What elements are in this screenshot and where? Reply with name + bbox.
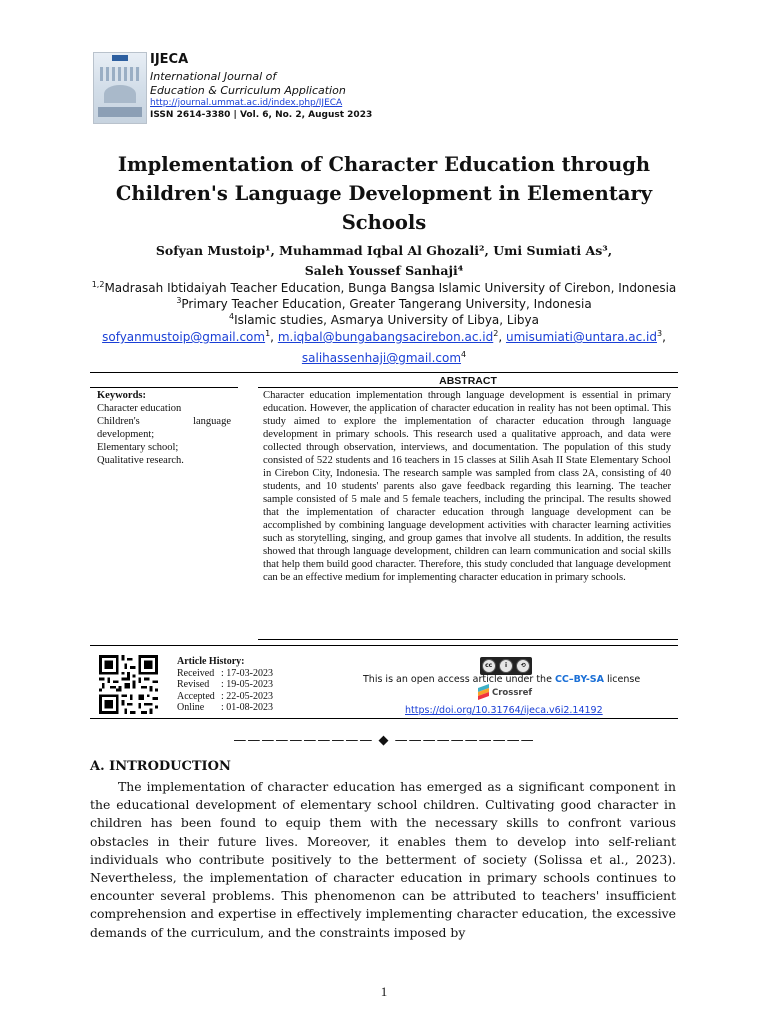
author-emails: sofyanmustoip@gmail.com$^1$, $m.iqbal@bungabangsacirebon.ac.id^2$, $umisumiati@untara.ac.id^3$, salihassenhaji@gmail.com$^4$ bbox=[102, 329, 666, 365]
license-type-link[interactable]: CC–BY-SA bbox=[554, 674, 604, 685]
history-row: Accepted : 22-05-2023 bbox=[177, 690, 273, 702]
abstract-top-rule bbox=[90, 372, 678, 373]
section-divider: —————————— ◆ —————————— bbox=[233, 733, 535, 748]
article-history bbox=[177, 656, 273, 714]
qr-code-icon bbox=[97, 655, 160, 714]
author-line-2: Saleh Youssef Sanhaji⁴ bbox=[304, 263, 464, 278]
abstract-head-rule bbox=[258, 387, 678, 388]
affiliation-1: $^{1,2}$Madrasah Ibtidaiyah Teacher Education, Bunga Bangsa Islamic University of Cirebon, Indonesia bbox=[91, 280, 677, 295]
email-link-2[interactable]: m.iqbal@bungabangsacirebon.ac.id bbox=[277, 330, 494, 344]
email-link-4[interactable]: salihassenhaji@gmail.com bbox=[301, 351, 462, 365]
paper-title: Implementation of Character Education through Children's Language Development in Elementary Schools bbox=[115, 153, 653, 234]
section-heading-introduction: A. INTRODUCTION bbox=[90, 759, 231, 774]
doi-link[interactable]: https://doi.org/10.31764/ijeca.v6i2.14192 bbox=[405, 705, 603, 716]
abstract-text: Character education implementation through language development is essential in primary education. However, the application of character education in reality has not been optimal. This study aimed to explore the implementation of character education through language development in primary schools. This research used a qualitative approach, and data were collected through observation, interviews, and documentation. The population of this study consisted of 522 students and 16 teachers in 15 classes at Silih Asah II State Elementary School in Cirebon City, Indonesia. The research sample was sampled from class 2A, consisting of 40 students, and 10 students' parents also gave feedback regarding this learning. The teacher sample consisted of 5 male and 5 female teachers, including the principal. The results showed that the implementation of character education through language development can be accomplished by combining language development activities with character learning activities such as storytelling, singing, and group games that involve all students. In addition, the results showed that through language development, children can learn communication and social skills that help them build good character. Therefore, this study concluded that language development can be an effective medium for implementing character education in primary schools. bbox=[263, 390, 671, 583]
author-line-1: Sofyan Mustoip¹, Muhammad Iqbal Al Ghozali², Umi Sumiati As³, bbox=[155, 243, 613, 258]
keywords-rule bbox=[90, 387, 238, 388]
author-list bbox=[90, 241, 678, 281]
history-row: Revised : 19-05-2023 bbox=[177, 679, 273, 690]
keyword-item: Children's language bbox=[97, 416, 231, 427]
email-link-1[interactable]: sofyanmustoip@gmail.com bbox=[102, 330, 266, 344]
journal-fullname-line2: Education & Curriculum Application bbox=[150, 84, 346, 97]
history-row: Online : 01-08-2023 bbox=[177, 702, 273, 713]
email-link-3[interactable]: umisumiati@untara.ac.id bbox=[505, 330, 657, 344]
history-top-rule bbox=[90, 645, 678, 646]
keyword-item: development; bbox=[97, 429, 155, 440]
introduction-paragraph: The implementation of character education has emerged as a significant component in the educational development of elementary school children. Cultivating good character in children has been found to equip them with the necessary skills to confront various obstacles in their future lives. Moreover, it enables them to develop into self-reliant individuals who contribute positively to the betterment of society (Solissa et al., 2023). Nevertheless, the implementation of character education in primary schools continues to encounter several problems. This phenomenon can be attributed to teachers' insufficient comprehension and expertise in effectively implementing character education, the excessive demands of the curriculum, and the constraints imposed by bbox=[90, 779, 676, 940]
page-number: 1 bbox=[380, 984, 388, 999]
keyword-item: Elementary school; bbox=[97, 442, 179, 453]
crossref-icon bbox=[478, 686, 489, 699]
keyword-item: Character education bbox=[97, 403, 182, 414]
crossref-logo: Crossref bbox=[478, 686, 532, 699]
affiliation-3: $^4$Islamic studies, Asmarya University of Libya, Libya bbox=[228, 312, 540, 327]
journal-issn: ISSN 2614-3380 | Vol. 6, No. 2, August 2023 bbox=[150, 110, 373, 120]
abstract-bottom-rule bbox=[258, 639, 678, 640]
affiliation-2: $^3$Primary Teacher Education, Greater Tangerang University, Indonesia bbox=[176, 296, 592, 311]
journal-name: IJECA bbox=[150, 52, 189, 67]
journal-logo bbox=[93, 52, 147, 124]
keywords-box bbox=[97, 389, 237, 467]
journal-url-link[interactable]: http://journal.ummat.ac.id/index.php/IJECA bbox=[150, 98, 343, 108]
history-heading: Article History: bbox=[177, 656, 245, 667]
license-statement: This is an open access article under the CC–BY-SA license bbox=[363, 674, 641, 685]
cc-license-badge-icon: cc i ⟲ bbox=[480, 657, 532, 675]
history-row: Received : 17-03-2023 bbox=[177, 667, 273, 679]
history-bottom-rule bbox=[90, 718, 678, 719]
journal-fullname-line1: International Journal of bbox=[150, 70, 277, 83]
keywords-heading: Keywords: bbox=[97, 390, 146, 401]
keyword-item: Qualitative research. bbox=[97, 455, 184, 466]
abstract-heading: ABSTRACT bbox=[439, 375, 497, 387]
